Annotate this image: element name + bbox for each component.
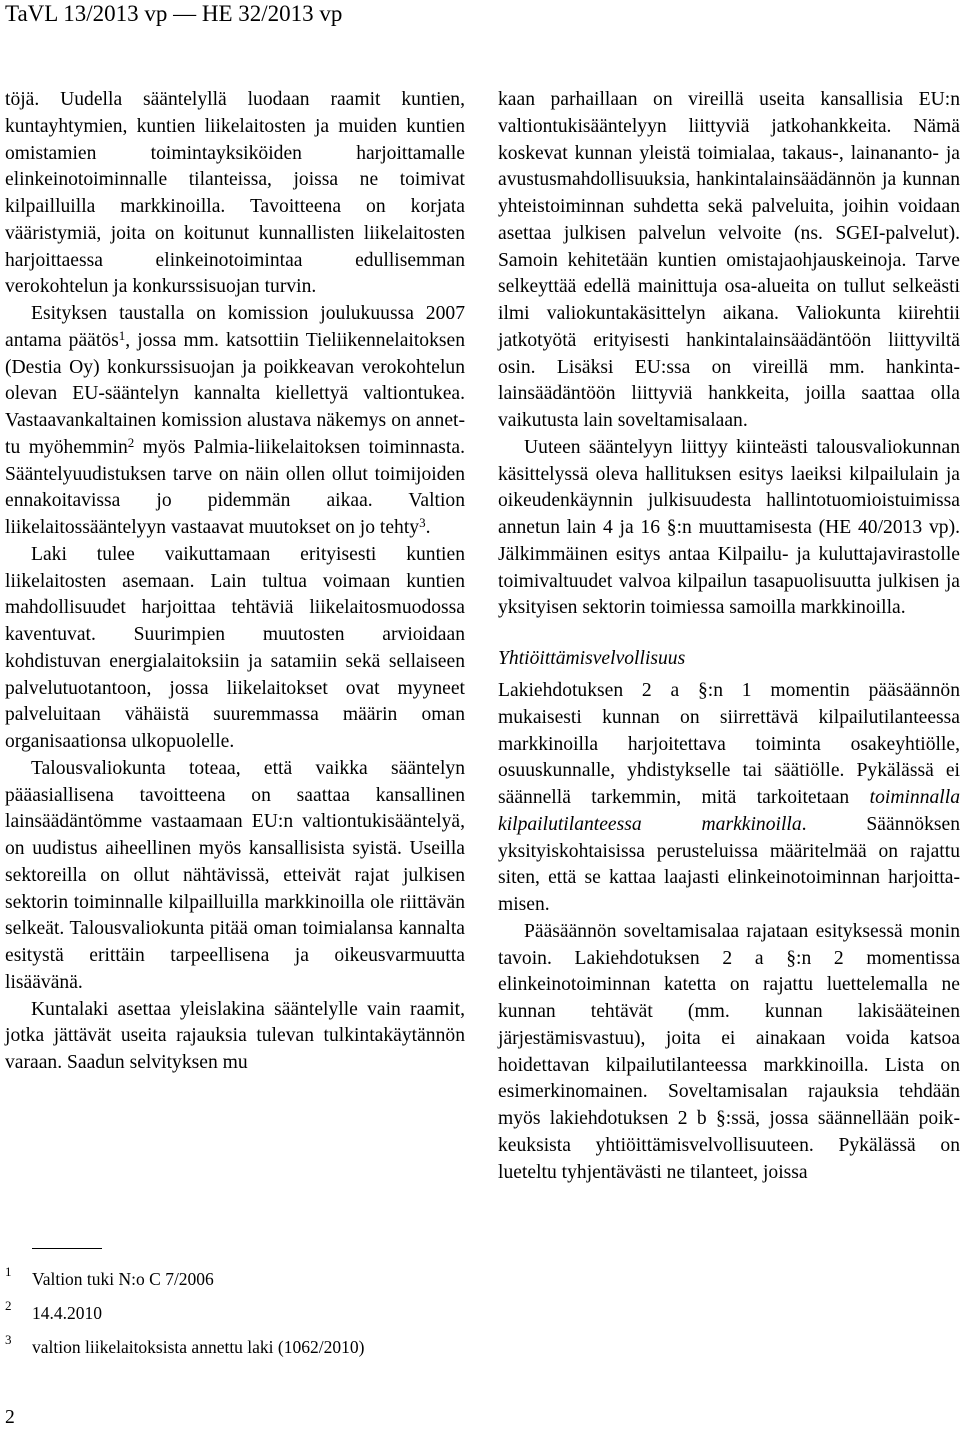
footnotes [5,1262,465,1364]
footnote-text: Valtion tuki N:o C 7/2006 [32,1269,214,1289]
footnote [5,1330,465,1364]
footnote [5,1262,465,1296]
paragraph [5,301,465,542]
paragraph-text: . [425,517,431,538]
paragraph-text: , jossa mm. katsottiin Tieliikennelaitoksen (Destia Oy) konkurssisuojan ja poikkeavan verokohtelun olevan EU-sääntelyn kannalta kiellettyä valtiontukea. Vastaavankaltainen komission alustava näkemys on annettu myöhemmin [5,329,465,458]
page-number: 2 [5,1407,15,1428]
running-header: TaVL 13/2013 vp — HE 32/2013 vp [5,1,343,26]
paragraph-text: Lakiehdotuksen 2 a §:n 1 momentin pääsäännön mukaisesti kunnan on siirrettävä kilpailutilanteessa markkinoilla harjoitettava toiminta osakeyhtiölle, osuuskunnalle, yhdistykselle tai säätiölle. Pykälässä ei säännellä tarkemmin, mitä tarkoitetaan [498,680,960,808]
paragraph: Laki tulee vaikuttamaan erityisesti kuntien liikelaitosten asemaan. Lain tultua voimaan kuntien mahdollisuudet harjoittaa tehtäviä liikelaitosmuodossa kaventuvat. Suurimpien muutosten arvioidaan kohdistuvan energialaitoksiin ja satamiin sekä sellaiseen palvelutuotantoon, jossa liikelaitokset ovat myyneet palveluitaan vähäistä suuremmassa määrin oman organisaationsa ulkopuolelle. [5,543,465,752]
paragraph-text: myös Palmia-liikelaitoksen toiminnasta. Sääntelyuudistuksen tarve on näin ollen ollut toimijoiden ennakoitavissa jo pidemmän aikaa. Valtion liikelaitossääntelyyn vastaavat muutokset on jo tehty [5,436,465,538]
footnote-ref: 1 [118,327,126,343]
emphasized-term: toiminnalla kilpailutilanteessa markkinoilla [498,787,960,835]
paragraph: Talousvaliokunta toteaa, että vaikka sääntelyn pääasiallisena tavoitteena on saattaa kansallinen lainsäädäntömme vastaamaan EU:n valtiontukisääntelyä, on uudistus aiheellinen myös kansallisista syistä. Useilla sektoreilla on ollut nähtävissä, etteivät rajat julkisen sektorin toiminnalle kilpailluilla markkinoilla ole riittävän selkeät. Talousvaliokunta pitää oman toimialansa kannalta esitystä erittäin tarpeellisena ja oikeusvarmuutta lisäävänä. [5,757,465,993]
paragraph: Kuntalaki asettaa yleislakina sääntelylle vain raamit, jotka jättävät useita rajauksia tulevan tulkintakäytännön varaan. Saadun selvityksen mu [5,998,465,1073]
section-heading: Yhtiöittämisvelvollisuus [498,648,686,669]
footnote-text: 14.4.2010 [32,1303,102,1323]
footnote-ref: 2 [127,434,135,450]
footnote-number: 3 [5,1332,12,1347]
paragraph: Pääsäännön soveltamisalaa rajataan esityksessä monin tavoin. Lakiehdotuksen 2 a §:n 2 momentissa elinkeinotoiminnan katetta on rajattu luettelemalla ne kunnan tehtävät (mm. kunnan lakisääteinen järjestämisvastuu), joita ei ainakaan voida katsoa hoidettavan kilpailutilanteessa markkinoilla. Lista on esimerkinomainen. Soveltamisalan rajauksia tehdään myös lakiehdotuksen 2 b §:ssä, jossa säännellään poikkeuksista yhtiöittämisvelvollisuuteen. Pykälässä on lueteltu tyhjentävästi ne tilanteet, joissa [498,920,960,1183]
paragraph-text: Esityksen taustalla on komission joulukuussa 2007 antama päätös [5,303,465,351]
paragraph: Uuteen sääntelyyn liittyy kiinteästi talousvaliokunnan käsittelyssä oleva hallituksen esitys laeiksi kilpailulain ja oikeudenkäynnin julkisuudesta hallintotuomioistuimissa annetun lain 4 ja 16 §:n muuttamisesta (HE 40/2013 vp). Jälkimmäinen esitys antaa Kilpailu- ja kuluttajavirastolle toimivaltuudet valvoa kilpailun tasapuolisuutta julkisen ja yksityisen sektorin toimiessa samoilla markkinoilla. [498,436,960,619]
footnote-text: valtion liikelaitoksista annettu laki (1062/2010) [32,1337,365,1357]
paragraph: kaan parhaillaan on vireillä useita kansallisia EU:n valtiontukisääntelyyn liittyviä jatkohankkeita. Nämä koskevat kunnan yleistä toimialaa, takaus-, lainananto- ja avustusmahdollisuuksia, hankintalainsäädännön ja kunnan yhteistoiminnan suhdetta sekä palveluita, joihin voidaan asettaa julkisen palvelun velvoite (ns. SGEI-palvelut). Samoin kehitetään kuntien omistajaohjauskeinoja. Tarve selkeyttää edellä mainittuja osa-alueita on tullut selkeästi ilmi valiokuntakäsittelyn aikana. Valiokunta kiirehtii jatkotyötä erityisesti hankintalainsäädäntöön liittyviltä osin. Lisäksi EU:ssa on vireillä mm. hankintalainsäädäntöön liittyviä hankkeita, joilla saattaa olla vaikutusta lain soveltamisalaan. [498,89,960,431]
footnote-number: 1 [5,1264,12,1279]
paragraph-text: . Säännöksen yksityiskohtaisissa perusteluissa määritelmää on rajattu siten, että se kattaa laajasti elinkeinotoiminnan harjoittamisen. [498,813,960,915]
footnote-divider [32,1248,102,1249]
right-column [498,87,960,1186]
paragraph: töjä. Uudella sääntelyllä luodaan raamit kuntien, kuntayhtymien, kuntien liikelaitosten ja muiden kuntien omistamien toimintayksiköiden harjoittamalle elinkeinotoiminnalle tilanteissa, joissa ne toimivat kilpailluilla markkinoilla. Tavoitteena on korjata vääristymiä, joita on koitunut kunnallisten liikelaitosten harjoittaessa elinkeinotoimintaa edullisemman verokohtelun ja konkurssisuojan turvin. [5,89,465,298]
footnote-ref: 3 [419,515,426,530]
footnote-number: 2 [5,1298,12,1313]
footnote [5,1296,465,1330]
left-column [5,87,465,1077]
paragraph [498,678,960,919]
